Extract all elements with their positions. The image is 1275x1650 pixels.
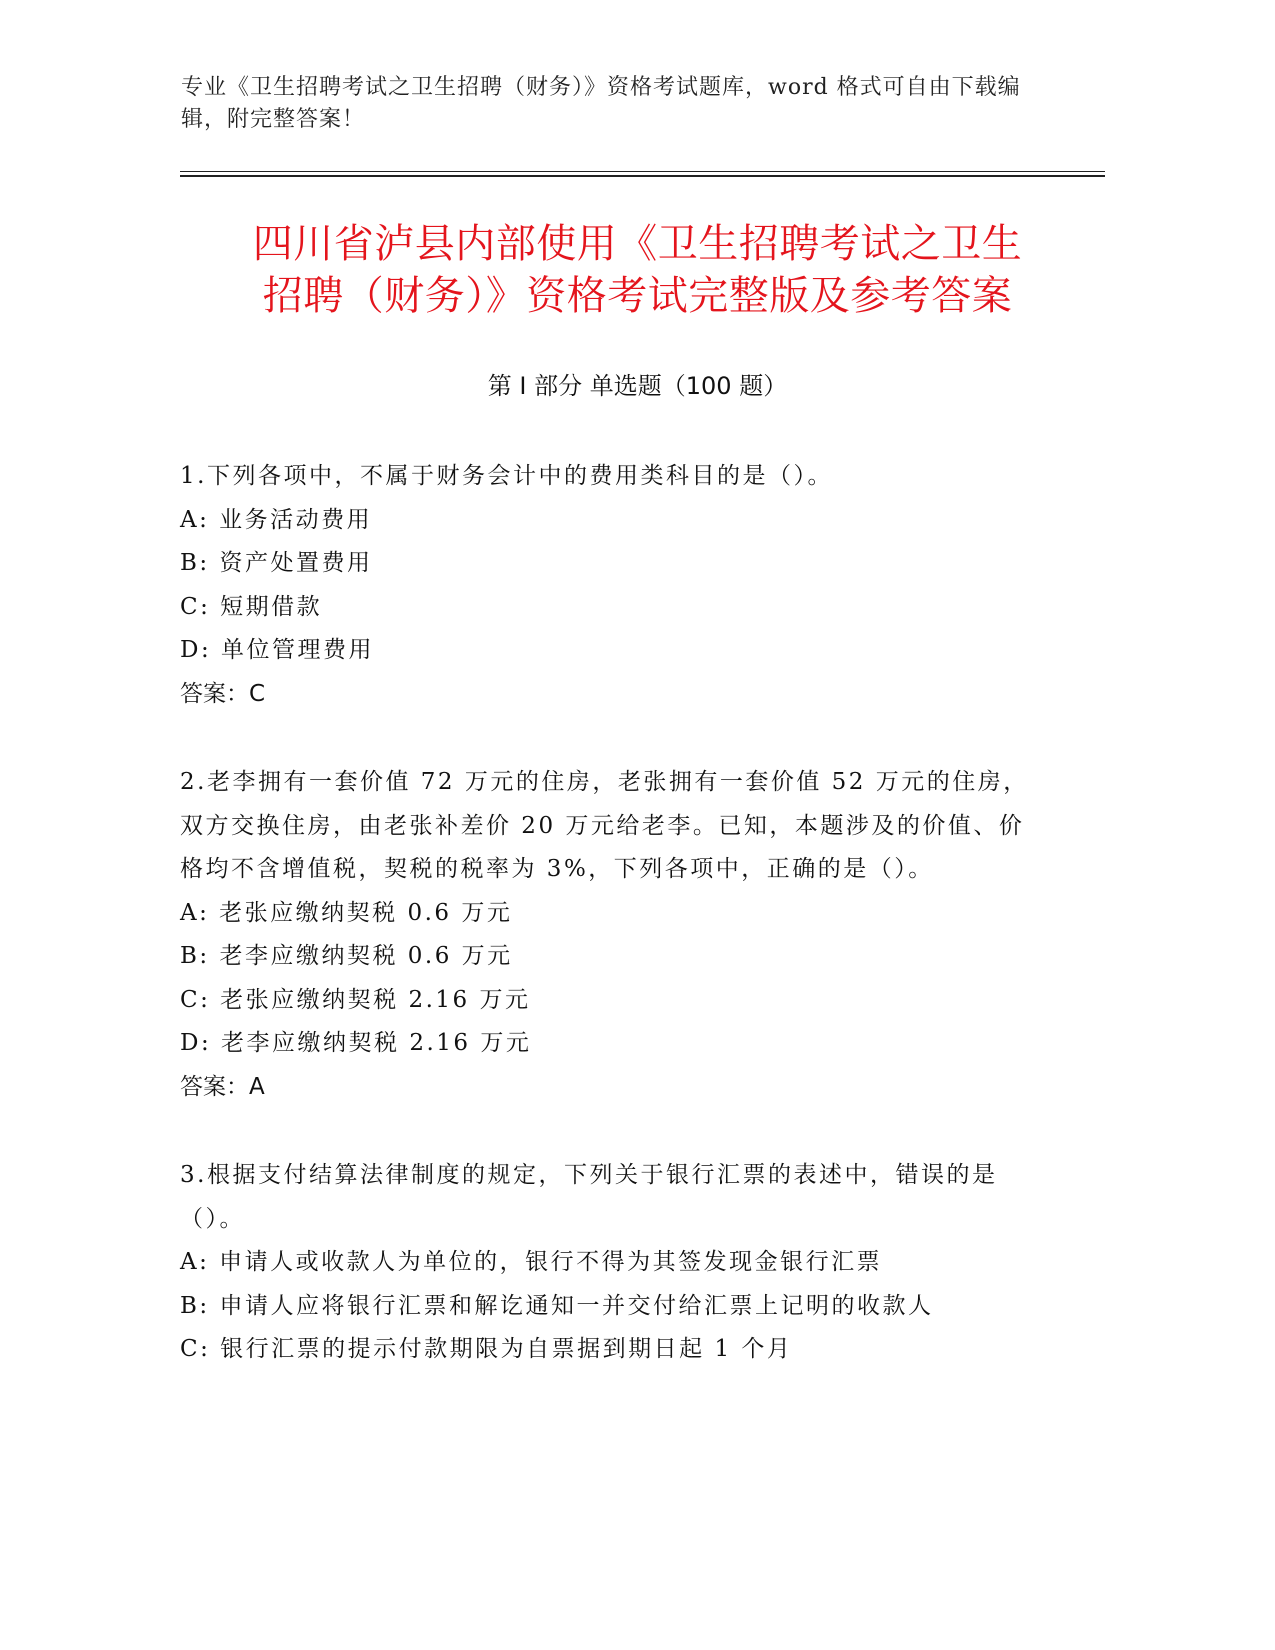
option-d <box>180 1022 1030 1066</box>
option-text: 资产处置费用 <box>219 550 373 576</box>
answer-line: 答案：C <box>180 680 266 707</box>
option-letter: A: <box>180 1249 210 1275</box>
option-b <box>180 542 1030 586</box>
option-text: 申请人或收款人为单位的，银行不得为其签发现金银行汇票 <box>219 1249 883 1275</box>
document-title-line-2: 招聘（财务）》资格考试完整版及参考答案 <box>262 273 1013 319</box>
option-a <box>180 1241 1030 1285</box>
option-text: 银行汇票的提示付款期限为自票据到期日起 1 个月 <box>220 1336 793 1362</box>
option-letter: C: <box>180 1336 211 1362</box>
option-text: 老李应缴纳契税 2.16 万元 <box>221 1030 532 1056</box>
option-text: 短期借款 <box>220 593 323 620</box>
option-letter: B: <box>180 943 210 969</box>
header-divider-thin <box>180 171 1105 172</box>
question-stem: 1.下列各项中，不属于财务会计中的费用类科目的是（）。 <box>180 463 833 489</box>
option-text: 申请人应将银行汇票和解讫通知一并交付给汇票上记明的收款人 <box>219 1292 934 1319</box>
header-divider-thick <box>180 175 1105 177</box>
option-c <box>180 1328 1030 1372</box>
question-2 <box>180 761 1030 1109</box>
option-letter: D: <box>180 1030 212 1056</box>
option-letter: B: <box>180 1292 210 1319</box>
option-c <box>180 586 1030 630</box>
document-title-line-1: 四川省泸县内部使用《卫生招聘考试之卫生 <box>252 221 1023 267</box>
answer-line: 答案：A <box>180 1073 265 1100</box>
question-list <box>180 455 1030 1417</box>
question-stem: 2.老李拥有一套价值 72 万元的住房，老张拥有一套价值 52 万元的住房，双方交换住房，由老张补差价 20 万元给老李。已知，本题涉及的价值、价格均不含增值税，契税的税率为 3%，下列各项中，正确的是（）。 <box>180 769 1029 882</box>
document-title <box>150 218 1125 322</box>
header-note: 专业《卫生招聘考试之卫生招聘（财务）》资格考试题库，word 格式可自由下载编辑，附完整答案！ <box>181 75 1021 132</box>
option-text: 老张应缴纳契税 0.6 万元 <box>219 899 513 926</box>
option-d <box>180 629 1030 673</box>
option-text: 老张应缴纳契税 2.16 万元 <box>220 986 531 1013</box>
option-text: 单位管理费用 <box>221 637 375 663</box>
option-c <box>180 979 1030 1023</box>
option-letter: A: <box>180 899 210 926</box>
option-letter: C: <box>180 986 211 1013</box>
question-3 <box>180 1154 1030 1372</box>
option-letter: B: <box>180 550 210 576</box>
option-a <box>180 499 1030 543</box>
option-text: 业务活动费用 <box>219 506 373 533</box>
option-a <box>180 892 1030 936</box>
option-letter: D: <box>180 637 212 663</box>
option-b <box>180 1285 1030 1329</box>
option-b <box>180 935 1030 979</box>
question-stem: 3.根据支付结算法律制度的规定，下列关于银行汇票的表述中，错误的是（）。 <box>180 1162 998 1232</box>
option-text: 老李应缴纳契税 0.6 万元 <box>219 943 513 969</box>
section-heading: 第 I 部分 单选题（100 题） <box>487 372 788 400</box>
question-1 <box>180 455 1030 716</box>
option-letter: A: <box>180 506 210 533</box>
option-letter: C: <box>180 593 211 620</box>
